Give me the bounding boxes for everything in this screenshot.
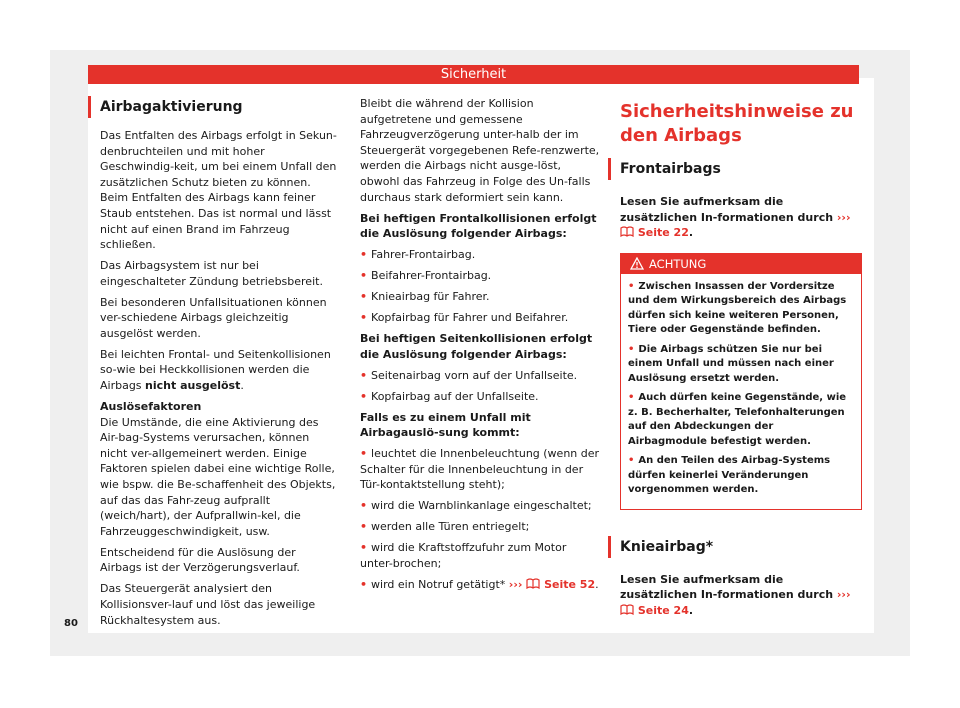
- subheading-ausloesefaktoren: Auslösefaktoren: [100, 400, 202, 414]
- book-icon: [620, 604, 634, 615]
- list-item: [360, 540, 600, 571]
- warning-item: [628, 280, 854, 338]
- bullet-icon: •: [628, 455, 635, 467]
- list-item-text: Beifahrer-Frontairbag.: [371, 269, 492, 283]
- list-heading-seiten: Bei heftigen Seitenkollisionen erfolgt die Auslösung folgender Airbags:: [360, 332, 593, 361]
- warning-header: [621, 254, 861, 274]
- paragraph: Das Entfalten des Airbags erfolgt in Sekun-denbruchteilen und mit hoher Geschwindig-keit, um bei einem Unfall den zusätzlichen Schutz bieten zu können. Beim Entfalten des Airbags kann feiner Staub entstehen. Das ist normal und lässt nicht auf einen Brand im Fahrzeug schließen.: [100, 129, 337, 252]
- bullet-icon: •: [360, 311, 368, 325]
- bullet-icon: •: [628, 280, 635, 292]
- list-item-text: wird ein Notruf getätigt*: [371, 577, 506, 591]
- bullet-icon: •: [360, 248, 368, 262]
- section-title: Sicherheitshinweise zu den Airbags: [620, 101, 854, 146]
- list-heading-unfall: Falls es zu einem Unfall mit Airbagauslö-sung kommt:: [360, 410, 531, 440]
- list-item-text: Kopfairbag für Fahrer und Beifahrer.: [371, 311, 569, 325]
- list-item-text: Fahrer-Frontairbag.: [371, 248, 476, 262]
- punctuation: .: [688, 226, 694, 240]
- bullet-icon: •: [360, 577, 368, 591]
- bullet-icon: •: [360, 290, 368, 304]
- list-item: [360, 389, 600, 405]
- warning-item: [628, 454, 854, 498]
- page-number: 80: [64, 618, 78, 629]
- reference-page: Seite 24: [637, 603, 689, 617]
- heading-frontairbags: Frontairbags: [608, 158, 862, 180]
- bullet-icon: •: [628, 392, 635, 404]
- paragraph: Bei besonderen Unfallsituationen können ver-schiedene Airbags gleichzeitig ausgelöst werden.: [100, 295, 327, 340]
- bullet-icon: •: [360, 447, 368, 461]
- warning-item: [628, 343, 854, 387]
- list-item-text: werden alle Türen entriegelt;: [371, 520, 530, 534]
- bullet-icon: •: [360, 499, 368, 513]
- list-item-text: Knieairbag für Fahrer.: [371, 290, 490, 304]
- warning-item-text: Die Airbags schützen Sie nur bei einem Unfall und müssen nach einer Auslösung ersetzt werden.: [628, 343, 834, 384]
- list-item-text: wird die Warnblinkanlage eingeschaltet;: [371, 499, 592, 513]
- list-item-text: wird die Kraftstoffzufuhr zum Motor unter-brochen;: [360, 541, 567, 570]
- list-item-text: Seitenairbag vorn auf der Unfallseite.: [371, 368, 578, 382]
- paragraph-text: Bei leichten Frontal- und Seitenkollisionen so-wie bei Heckkollisionen werden die Airbags: [100, 347, 331, 393]
- list-item: [360, 289, 600, 305]
- reference-page: Seite 22: [637, 226, 689, 240]
- bullet-icon: •: [360, 368, 368, 382]
- list-item: [360, 310, 600, 326]
- bullet-icon: •: [360, 541, 368, 555]
- list-item-text: Kopfairbag auf der Unfallseite.: [371, 389, 539, 403]
- reference-page: Seite 52: [544, 577, 596, 591]
- punctuation: .: [240, 379, 244, 393]
- list-heading-frontal: Bei heftigen Frontalkollisionen erfolgt die Auslösung folgender Airbags:: [360, 211, 597, 241]
- paragraph-text: Lesen Sie aufmerksam die zusätzlichen In-formationen durch: [620, 572, 834, 602]
- reference-arrows: ›››: [508, 577, 523, 591]
- list-item: [360, 247, 600, 263]
- paragraph: [620, 572, 862, 619]
- list-item: [360, 368, 600, 384]
- warning-box: [620, 253, 862, 510]
- heading-knieairbag: Knieairbag*: [608, 536, 862, 558]
- warning-title: ACHTUNG: [649, 256, 707, 271]
- column-2: [360, 96, 600, 598]
- paragraph-text: Lesen Sie aufmerksam die zusätzlichen In-formationen durch: [620, 195, 834, 224]
- heading-airbagaktivierung: Airbagaktivierung: [88, 96, 340, 118]
- list-item: [360, 446, 600, 493]
- bold-text: nicht ausgelöst: [145, 379, 241, 393]
- paragraph: [620, 194, 862, 241]
- reference-arrows: ›››: [836, 588, 851, 602]
- punctuation: .: [595, 577, 599, 591]
- warning-item-text: Auch dürfen keine Gegenstände, wie z. B. Becherhalter, Telefonhalterungen auf den Abdeckungen der Airbagmodule befestigt werden.: [628, 392, 847, 447]
- bullet-icon: •: [360, 520, 368, 534]
- punctuation: .: [688, 603, 694, 617]
- bullet-icon: •: [360, 389, 368, 403]
- paragraph: Entscheidend für die Auslösung der Airbags ist der Verzögerungsverlauf.: [100, 545, 300, 575]
- column-1: [100, 96, 340, 634]
- column-3: [620, 96, 862, 624]
- section-banner: Sicherheit: [88, 65, 859, 84]
- bullet-icon: •: [360, 269, 368, 283]
- reference-arrows: ›››: [836, 210, 851, 224]
- page-reference-link[interactable]: [509, 578, 595, 591]
- paragraph: Die Umstände, die eine Aktivierung des Air-bag-Systems verursachen, können nicht ver-allgemeinert werden. Einige Faktoren spielen dabei eine wichtige Rolle, wie bspw. die Be-schaffenheit des Objekts, auf das das Fahr-zeug aufprallt (weich/hart), der Aufprallwin-kel, die Fahrzeuggeschwindigkeit, usw.: [100, 415, 336, 538]
- warning-item: [628, 391, 854, 449]
- list-item: [360, 577, 600, 593]
- warning-item-text: An den Teilen des Airbag-Systems dürfen keinerlei Veränderungen vorgenommen werden.: [628, 455, 831, 496]
- warning-item-text: Zwischen Insassen der Vordersitze und dem Wirkungsbereich des Airbags dürfen sich keine weiteren Personen, Tiere oder Gegenstände befinden.: [628, 280, 847, 336]
- list-item: [360, 498, 600, 514]
- warning-triangle-icon: [630, 257, 644, 270]
- list-item-text: leuchtet die Innenbeleuchtung (wenn der Schalter für die Innenbeleuchtung in der Tür-kontaktstellung steht);: [360, 447, 600, 492]
- paragraph: Das Steuergerät analysiert den Kollisionsver-lauf und löst das jeweilige Rückhaltesystem aus.: [100, 582, 316, 627]
- bullet-icon: •: [628, 343, 635, 355]
- list-item: [360, 268, 600, 284]
- book-icon: [526, 578, 540, 589]
- list-item: [360, 519, 600, 535]
- book-icon: [620, 226, 634, 237]
- paragraph: [100, 347, 340, 394]
- warning-body: [621, 274, 861, 509]
- paragraph: Bleibt die während der Kollision aufgetretene und gemessene Fahrzeugverzögerung unter-halb der im Steuergerät vorgegebenen Refe-renzwerte, werden die Airbags nicht ausge-löst, obwohl das Fahrzeug in Folge des Un-falls durchaus stark deformiert sein kann.: [360, 97, 600, 204]
- paragraph: Das Airbagsystem ist nur bei eingeschalteter Zündung betriebsbereit.: [100, 259, 323, 288]
